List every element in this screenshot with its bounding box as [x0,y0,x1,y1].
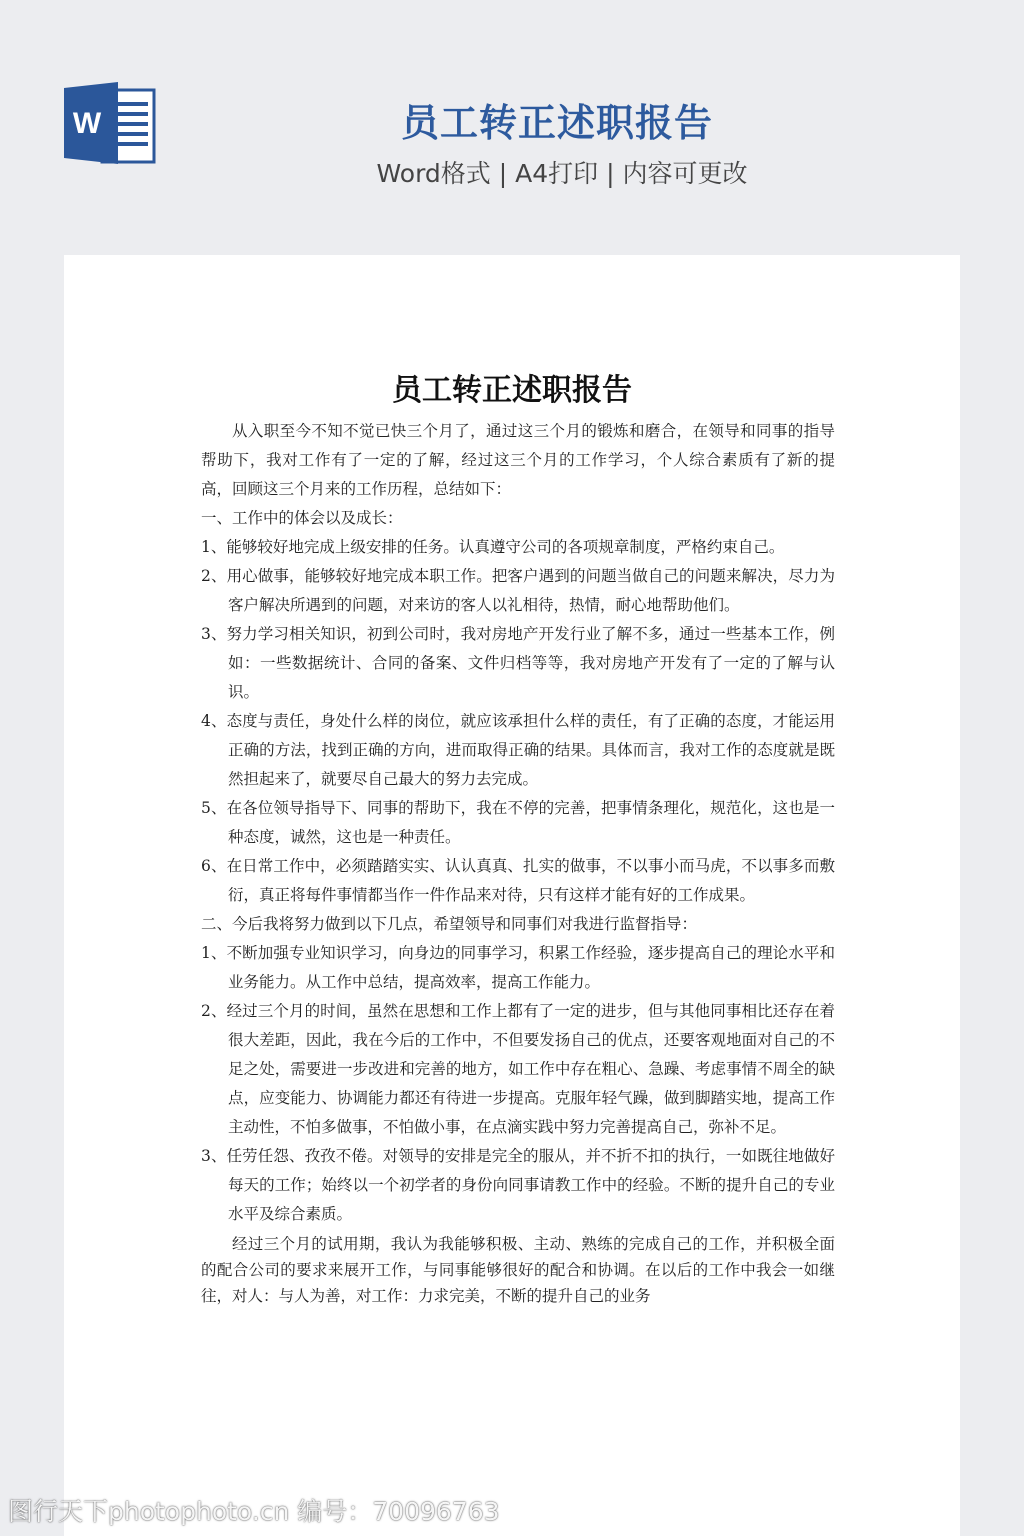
document-body [201,417,835,1309]
watermark-text: 图行天下photophoto.cn 编号：70096763 [8,1497,500,1526]
section1-item-4: 4、态度与责任，身处什么样的岗位，就应该承担什么样的责任，有了正确的态度，才能运用正确的方法，找到正确的方向，进而取得正确的结果。具体而言，我对工作的态度就是既然担起来了，就要尽自己最大的努力去完成。 [201,712,835,788]
document-page [64,255,960,1536]
word-icon-letter: W [72,107,102,140]
banner-subtitle: Word格式 | A4打印 | 内容可更改 [376,159,748,188]
section1-item-1: 1、能够较好地完成上级安排的任务。认真遵守公司的各项规章制度，严格约束自己。 [201,538,785,556]
section1-item-5: 5、在各位领导指导下、同事的帮助下，我在不停的完善，把事情条理化，规范化，这也是一种态度，诚然，这也是一种责任。 [201,799,835,846]
section1-item-6: 6、在日常工作中，必须踏踏实实、认认真真、扎实的做事，不以事小而马虎，不以事多而敷衍，真正将每件事情都当作一件作品来对待，只有这样才能有好的工作成果。 [201,857,835,904]
document-title: 员工转正述职报告 [392,373,632,408]
section2-item-1: 1、不断加强专业知识学习，向身边的同事学习，积累工作经验，逐步提高自己的理论水平和业务能力。从工作中总结，提高效率，提高工作能力。 [201,944,835,991]
closing-paragraph: 经过三个月的试用期，我认为我能够积极、主动、熟练的完成自己的工作，并积极全面的配合公司的要求来展开工作，与同事能够很好的配合和协调。在以后的工作中我会一如继往，对人：与人为善，对工作：力求完美，不断的提升自己的业务 [201,1235,835,1305]
banner-title: 员工转正述职报告 [400,101,713,145]
section1-item-3: 3、努力学习相关知识，初到公司时，我对房地产开发行业了解不多，通过一些基本工作，例如：一些数据统计、合同的备案、文件归档等等，我对房地产开发有了一定的了解与认识。 [201,625,835,701]
section2-item-3: 3、任劳任怨、孜孜不倦。对领导的安排是完全的服从，并不折不扣的执行，一如既往地做好每天的工作；始终以一个初学者的身份向同事请教工作中的经验。不断的提升自己的专业水平及综合素质。 [201,1147,835,1223]
section2-item-2: 2、经过三个月的时间，虽然在思想和工作上都有了一定的进步，但与其他同事相比还存在着很大差距，因此，我在今后的工作中，不但要发扬自己的优点，还要客观地面对自己的不足之处，需要进一步改进和完善的地方，如工作中存在粗心、急躁、考虑事情不周全的缺点，应变能力、协调能力都还有待进一步提高。克服年轻气躁，做到脚踏实地，提高工作主动性，不怕多做事，不怕做小事，在点滴实践中努力完善提高自己，弥补不足。 [201,1002,835,1136]
intro-paragraph: 从入职至今不知不觉已快三个月了，通过这三个月的锻炼和磨合，在领导和同事的指导帮助下，我对工作有了一定的了解，经过这三个月的工作学习，个人综合素质有了新的提高，回顾这三个月来的工作历程，总结如下： [201,422,835,498]
section1-heading: 一、工作中的体会以及成长： [201,509,403,527]
section1-item-2: 2、用心做事，能够较好地完成本职工作。把客户遇到的问题当做自己的问题来解决，尽力为客户解决所遇到的问题，对来访的客人以礼相待，热情，耐心地帮助他们。 [201,567,835,614]
section2-heading: 二、今后我将努力做到以下几点，希望领导和同事们对我进行监督指导： [201,915,698,933]
banner-header [0,0,1024,255]
